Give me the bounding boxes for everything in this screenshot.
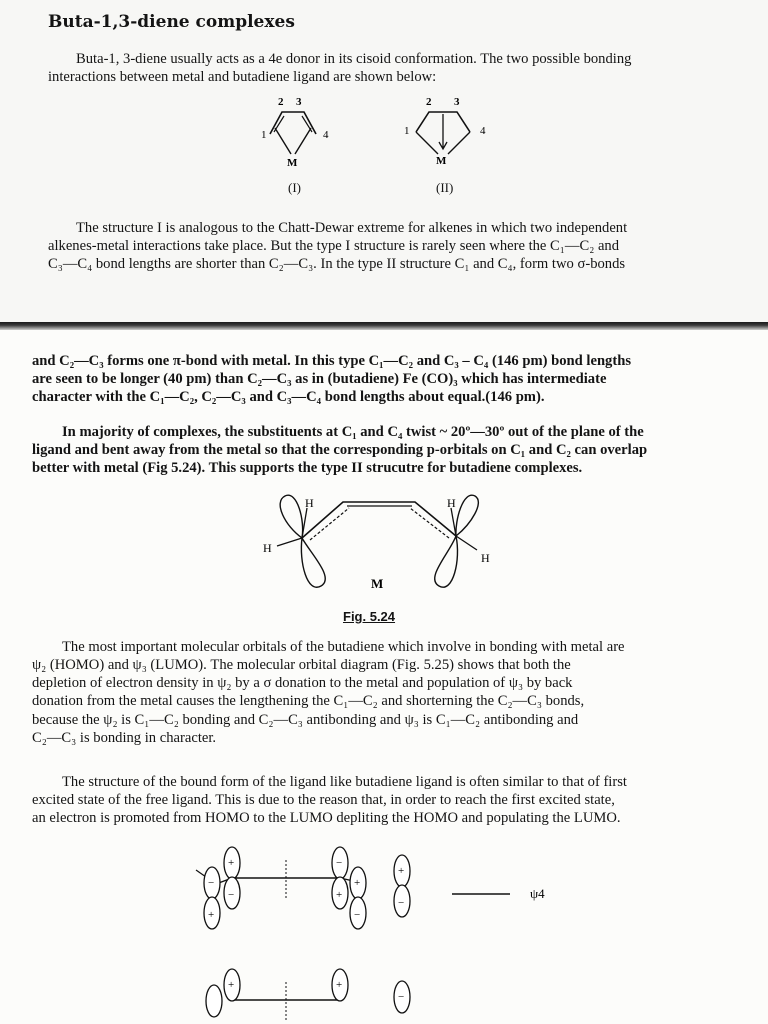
metal-bonds bbox=[275, 128, 311, 154]
double-bond-marks bbox=[274, 116, 312, 132]
atom-label: 2 bbox=[426, 96, 432, 108]
phase-sign: + bbox=[336, 979, 343, 991]
text-line: and C₂—C₃ forms one π-bond with metal. In this type C₁—C₂ and C₃ – C₄ (146 pm) bond lengths bbox=[32, 353, 632, 369]
phase-sign: − bbox=[208, 877, 215, 889]
text-line: ψ₂ (HOMO) and ψ₃ (LUMO). The molecular orbital diagram (Fig. 5.25) shows that both the bbox=[32, 657, 571, 673]
phase-sign: − bbox=[228, 889, 235, 901]
p-orbital bbox=[206, 985, 222, 1017]
p-orbital bbox=[350, 867, 366, 929]
atom-label: 2 bbox=[278, 96, 284, 108]
text-line: character with the C₁—C₂, C₂—C₃ and C₃—C₄ bond lengths about equal.(146 pm). bbox=[32, 389, 545, 406]
phase-sign: + bbox=[208, 909, 215, 921]
atom-label: 1 bbox=[261, 129, 267, 141]
psi3-orbitals bbox=[206, 969, 410, 1022]
psi4-label: ψ4 bbox=[530, 886, 545, 901]
phase-sign: − bbox=[398, 897, 405, 909]
p-orbital-right-upper bbox=[456, 495, 478, 536]
text-line: an electron is promoted from HOMO to the LUMO depliting the HOMO and populating the LUMO. bbox=[32, 810, 621, 827]
diene-skeleton bbox=[302, 502, 456, 538]
structure-i-label: (I) bbox=[288, 180, 301, 195]
atom-label: 3 bbox=[454, 96, 460, 108]
text-line: The structure of the bound form of the ligand like butadiene ligand is often similar to that of first bbox=[62, 774, 627, 790]
text-line: In majority of complexes, the substituents at C₁ and C₄ twist ~ 20º—30º out of the plane of the bbox=[62, 424, 644, 440]
phase-sign: + bbox=[336, 889, 343, 901]
p-orbital bbox=[204, 867, 220, 929]
h-label: H bbox=[263, 541, 272, 555]
phase-sign: − bbox=[336, 857, 343, 869]
twist-paragraph-cont bbox=[32, 441, 732, 477]
section-heading: Buta-1,3-diene complexes bbox=[48, 12, 295, 32]
top-page bbox=[0, 0, 768, 322]
structure-i-diagram bbox=[254, 92, 334, 174]
intro-line-1: Buta-1, 3-diene usually acts as a 4e donor in its cisoid conformation. The two possible bonding bbox=[76, 51, 632, 67]
phase-sign: + bbox=[398, 865, 405, 877]
phase-sign: + bbox=[228, 979, 235, 991]
metal-label: M bbox=[287, 157, 298, 169]
text-line: depletion of electron density in ψ₂ by a σ donation to the metal and population of ψ₃ by back bbox=[32, 675, 573, 692]
atom-label: 4 bbox=[480, 125, 486, 137]
text-line: C₃—C₄ bond lengths are shorter than C₂—C₃. In the type II structure C₁ and C₄, form two σ-bonds bbox=[48, 256, 626, 273]
excited-state-paragraph-cont bbox=[32, 791, 730, 827]
p-orbital bbox=[332, 969, 348, 1001]
intro-paragraph bbox=[76, 50, 702, 68]
mo-paragraph bbox=[62, 638, 730, 656]
intro-paragraph-cont bbox=[48, 68, 702, 86]
fig-5-24-diagram bbox=[255, 490, 505, 602]
mo-orbital-diagram bbox=[190, 840, 570, 1024]
atom-label: 1 bbox=[404, 125, 410, 137]
intro-line-2: interactions between metal and butadiene ligand are shown below: bbox=[48, 69, 437, 85]
atom-label: 4 bbox=[323, 129, 329, 141]
text-line: The most important molecular orbitals of the butadiene which involve in bonding with metal are bbox=[62, 639, 625, 655]
text-line: excited state of the free ligand. This is due to the reason that, in order to reach the first excited state, bbox=[32, 792, 615, 808]
p-orbital bbox=[394, 981, 410, 1013]
metal-label: M bbox=[371, 576, 384, 591]
text-line: C₂—C₃ is bonding in character. bbox=[32, 729, 217, 746]
p-orbital bbox=[394, 855, 410, 917]
bond-length-paragraph bbox=[32, 352, 732, 407]
fig-5-24-caption: Fig. 5.24 bbox=[343, 609, 396, 624]
metal-label: M bbox=[436, 155, 447, 167]
page-fold-edge bbox=[0, 322, 768, 330]
text-line: better with metal (Fig 5.24). This supports the type II strucutre for butadiene complexes. bbox=[32, 460, 583, 477]
h-label: H bbox=[447, 496, 456, 510]
p-orbital-left-upper bbox=[280, 495, 302, 538]
mo-paragraph-cont bbox=[32, 656, 730, 747]
pi-bond-arrow bbox=[439, 114, 447, 149]
text-line: because the ψ₂ is C₁—C₂ bonding and C₂—C₃ antibonding and ψ₃ is C₁—C₂ antibonding and bbox=[32, 711, 579, 728]
atom-label: 3 bbox=[296, 96, 302, 108]
excited-state-paragraph bbox=[62, 773, 730, 791]
p-orbital-right-lower bbox=[435, 536, 458, 587]
phase-sign: + bbox=[228, 857, 235, 869]
phase-sign: − bbox=[398, 991, 405, 1003]
text-line: The structure I is analogous to the Chatt-Dewar extreme for alkenes in which two independent bbox=[76, 220, 628, 236]
chatt-dewar-paragraph bbox=[76, 219, 702, 237]
h-label: H bbox=[481, 551, 490, 565]
text-line: are seen to be longer (40 pm) than C₂—C₃ as in (butadiene) Fe (CO)₃ which has intermediate bbox=[32, 371, 607, 388]
p-orbital-left-lower bbox=[301, 538, 325, 587]
h-label: H bbox=[305, 496, 314, 510]
chatt-dewar-paragraph-cont bbox=[48, 237, 702, 273]
twist-paragraph bbox=[62, 423, 732, 441]
text-line: donation from the metal causes the lengthening the C₁—C₂ and shorterning the C₂—C₃ bonds, bbox=[32, 693, 585, 710]
structure-ii-diagram bbox=[402, 92, 490, 174]
text-line: ligand and bent away from the metal so that the corresponding p-orbitals on C₁ and C₂ can overlap bbox=[32, 442, 648, 458]
structure-ii-label: (II) bbox=[436, 180, 454, 195]
bottom-page bbox=[0, 330, 768, 1024]
phase-sign: − bbox=[354, 909, 361, 921]
phase-sign: + bbox=[354, 877, 361, 889]
text-line: alkenes-metal interactions take place. But the type I structure is rarely seen where the C₁—C₂ and bbox=[48, 238, 620, 254]
p-orbital bbox=[224, 969, 240, 1001]
psi4-orbitals bbox=[196, 847, 410, 929]
